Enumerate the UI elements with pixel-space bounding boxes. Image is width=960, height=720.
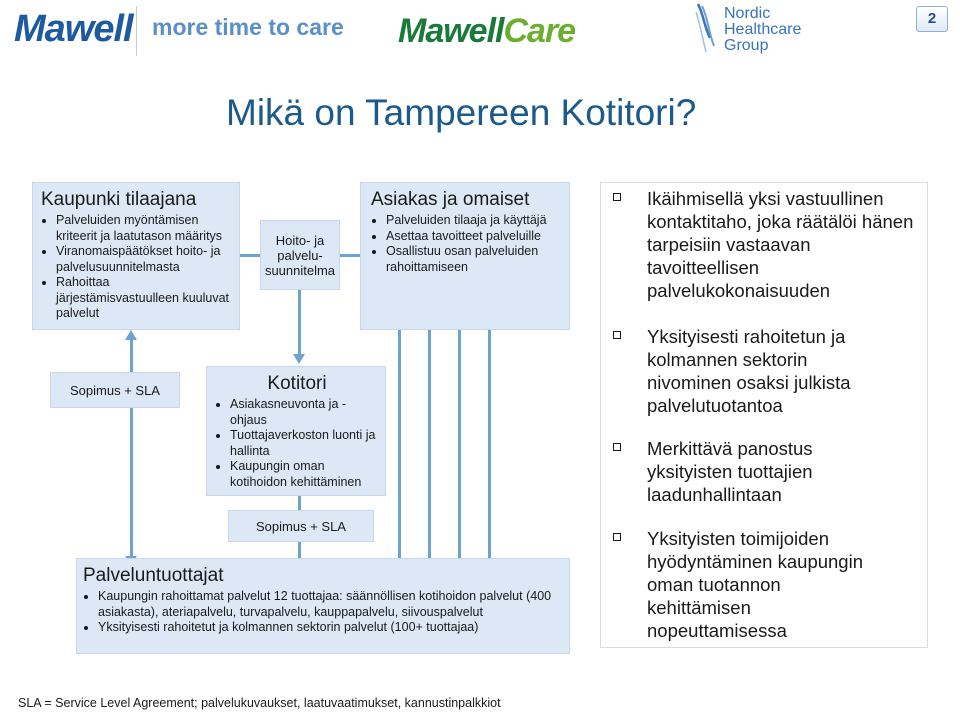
list-item: • Asiakasneuvonta ja -ohjaus [230,397,379,428]
list-item: • Kaupungin oman kotihoidon kehittäminen [230,459,379,490]
list-item: • Yksityisesti rahoitetut ja kolmannen sektorin palvelut (100+ tuottajaa) [98,620,563,636]
nordic-healthcare-icon [694,2,720,54]
bullet-square-icon [613,533,621,541]
footer-note: SLA = Service Level Agreement; palvelukuvaukset, laatuvaatimukset, kannustinpalkkiot [18,696,501,710]
kotitori-title: Kotitori [267,373,327,394]
nordic-healthcare-group-logo [724,6,801,54]
care-plan-line-3: suunnitelma [264,263,336,278]
bullet-square-icon [613,331,621,339]
client-connector-1 [398,330,401,558]
client-box [360,182,570,330]
client-connector-4 [488,330,491,558]
page-number: 2 [916,6,948,32]
list-item: • Asettaa tavoitteet palveluille [386,229,563,245]
client-title: Asiakas ja omaiset [371,189,530,210]
care-plan-line-2: palvelu- [277,248,323,263]
benefit-point-2: Yksityisesti rahoitetun ja kolmannen sektorin nivominen osaksi julkista palvelutuotantoa [647,326,851,416]
benefit-point-3: Merkittävä panostus yksityisten tuottajien laadunhallintaan [647,438,813,505]
care-plan-box [260,220,340,290]
mawell-care-logo [398,12,575,51]
list-item: • Kaupungin rahoittamat palvelut 12 tuottajaa: säännöllisen kotihoidon palvelut (400 asiakasta), ateriapalvelu, turvapalvelu, kauppapalvelu, siivouspalvelut [98,589,563,620]
kotitori-list [215,397,379,490]
bullet-square-icon [613,443,621,451]
partner-line-2: Healthcare [724,21,802,38]
benefit-point-1: Ikäihmisellä yksi vastuullinen kontaktitaho, joka räätälöi hänen tarpeisiin vastaavan tavoitteellisen palvelukokonaisuuden [647,188,914,301]
list-item: • Rahoittaa järjestämisvastuulleen kuuluvat palvelut [56,275,233,322]
providers-title: Palveluntuottajat [83,565,224,586]
benefit-point-4: Yksityisten toimijoiden hyödyntäminen kaupungin oman tuotannon kehittämisen nopeuttamisessa [647,528,863,641]
list-item: • Viranomaispäätökset hoito- ja palvelusuunnitelmasta [56,244,233,275]
buyer-title: Kaupunki tilaajana [41,189,197,210]
tagline: more time to care [152,14,344,40]
list-item: • Osallistuu osan palveluiden rahoittamiseen [386,244,563,275]
client-connector-2 [428,330,431,558]
connector-buyer-careplan [240,254,260,257]
bullet-square-icon [613,193,621,201]
client-list [371,213,563,275]
sla-bottom-label: Sopimus + SLA [228,510,374,542]
connector-careplan-client [340,254,360,257]
page-title: Mikä on Tampereen Kotitori? [226,92,697,133]
buyer-list [41,213,233,322]
sla-left-label: Sopimus + SLA [50,372,180,408]
benefits-panel [600,182,928,648]
care-logo-right: Care [503,12,576,50]
mawell-logo: Mawell [14,8,133,50]
care-logo-left: Mawell [398,12,504,50]
providers-list [83,589,563,636]
list-item: • Palveluiden tilaaja ja käyttäjä [386,213,563,229]
arrow-down-kotitori [293,354,305,364]
buyer-box [32,182,240,330]
client-connector-3 [458,330,461,558]
care-plan-line-1: Hoito- ja [275,233,325,248]
list-item: • Tuottajaverkoston luonti ja hallinta [230,428,379,459]
partner-line-3: Group [724,37,769,54]
list-item: • Palveluiden myöntämisen kriteerit ja laatutason määritys [56,213,233,244]
arrow-up-buyer [125,330,137,340]
kotitori-box [206,366,386,496]
providers-box [76,558,570,654]
header-divider [136,6,137,56]
connector-careplan-kotitori [298,290,301,354]
partner-line-1: Nordic [724,5,771,22]
